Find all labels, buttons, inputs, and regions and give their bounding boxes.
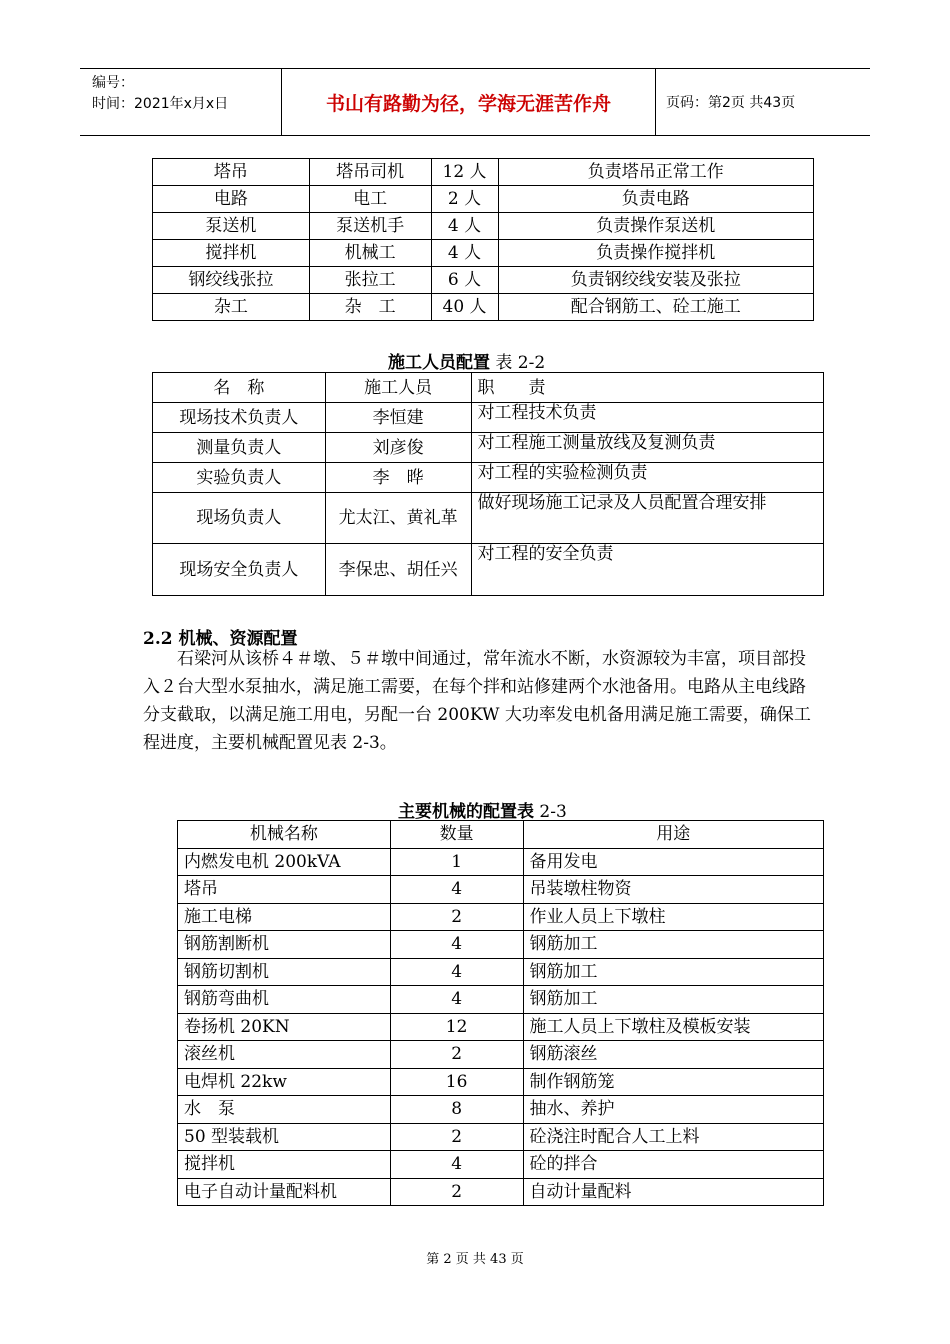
table-cell: 50 型装载机 xyxy=(178,1123,391,1151)
table-cell: 钢筋割断机 xyxy=(178,931,391,959)
table-row xyxy=(153,493,824,544)
table-cell: 4 xyxy=(390,986,523,1014)
table-cell: 4 xyxy=(390,931,523,959)
table-cell: 抽水、养护 xyxy=(523,1096,823,1124)
machinery-table xyxy=(177,820,824,1206)
table-row xyxy=(153,186,814,213)
table-cell: 机械工 xyxy=(309,240,431,267)
table-row xyxy=(178,1041,824,1069)
table-cell: 8 xyxy=(390,1096,523,1124)
table-cell: 钢筋弯曲机 xyxy=(178,986,391,1014)
table-cell: 卷扬机 20KN xyxy=(178,1013,391,1041)
table-cell: 李恒建 xyxy=(325,403,471,433)
table-cell: 负责操作搅拌机 xyxy=(498,240,814,267)
table-cell: 钢筋切割机 xyxy=(178,958,391,986)
table-cell: 电路 xyxy=(153,186,310,213)
table-header-row xyxy=(178,821,824,849)
table-cell: 2 xyxy=(390,1123,523,1151)
table-cell: 4 xyxy=(390,1151,523,1179)
table-cell: 自动计量配料 xyxy=(523,1178,823,1206)
table-row xyxy=(178,958,824,986)
table-cell: 负责塔吊正常工作 xyxy=(498,159,814,186)
table-cell: 水 泵 xyxy=(178,1096,391,1124)
table-cell: 滚丝机 xyxy=(178,1041,391,1069)
staff-config-table xyxy=(152,372,824,596)
table-header-row xyxy=(153,373,824,403)
table2-caption xyxy=(388,348,545,373)
table-cell: 对工程的安全负责 xyxy=(471,544,823,596)
table-cell: 名 称 xyxy=(153,373,326,403)
table3-caption xyxy=(398,797,567,822)
table-cell: 吊装墩柱物资 xyxy=(523,876,823,904)
table-row xyxy=(153,159,814,186)
table-cell: 对工程技术负责 xyxy=(471,403,823,433)
table-row xyxy=(153,240,814,267)
table-cell: 制作钢筋笼 xyxy=(523,1068,823,1096)
table-cell: 4 xyxy=(390,958,523,986)
table-cell: 现场安全负责人 xyxy=(153,544,326,596)
table-row xyxy=(178,1151,824,1179)
table-cell: 搅拌机 xyxy=(153,240,310,267)
table-row xyxy=(178,1123,824,1151)
section-paragraph xyxy=(143,645,811,757)
table-row xyxy=(178,848,824,876)
table-cell: 机械名称 xyxy=(178,821,391,849)
table-cell: 钢筋加工 xyxy=(523,958,823,986)
table-cell: 尤太江、黄礼革 xyxy=(325,493,471,544)
table-cell: 塔吊 xyxy=(153,159,310,186)
table-cell: 备用发电 xyxy=(523,848,823,876)
table-cell: 内燃发电机 200kVA xyxy=(178,848,391,876)
number-label: 编号： xyxy=(92,75,134,91)
table-row xyxy=(178,931,824,959)
table3-caption-number: 2-3 xyxy=(534,802,567,822)
header-motto: 书山有路勤为径，学海无涯苦作舟 xyxy=(282,69,656,135)
time-label: 时间：2021年x月x日 xyxy=(92,96,229,112)
table-cell: 电焊机 22kw xyxy=(178,1068,391,1096)
table-cell: 40 人 xyxy=(431,294,498,321)
table-cell: 12 xyxy=(390,1013,523,1041)
page-footer: 第 2 页 共 43 页 xyxy=(426,1252,524,1267)
table-cell: 张拉工 xyxy=(309,267,431,294)
table-row xyxy=(153,267,814,294)
table-cell: 刘彦俊 xyxy=(325,433,471,463)
table-cell: 钢绞线张拉 xyxy=(153,267,310,294)
table-cell: 搅拌机 xyxy=(178,1151,391,1179)
table-cell: 负责操作泵送机 xyxy=(498,213,814,240)
table-cell: 2 xyxy=(390,903,523,931)
table-cell: 2 人 xyxy=(431,186,498,213)
table-cell: 施工人员 xyxy=(325,373,471,403)
table-cell: 负责电路 xyxy=(498,186,814,213)
header-meta xyxy=(80,69,282,135)
table-cell: 4 人 xyxy=(431,213,498,240)
table-cell: 6 人 xyxy=(431,267,498,294)
table-cell: 4 人 xyxy=(431,240,498,267)
table-cell: 李 晔 xyxy=(325,463,471,493)
table-row xyxy=(178,1068,824,1096)
table-cell: 杂 工 xyxy=(309,294,431,321)
header-page-info: 页码：第2页 共43页 xyxy=(666,95,796,111)
table-cell: 2 xyxy=(390,1041,523,1069)
table-cell: 做好现场施工记录及人员配置合理安排 xyxy=(471,493,823,544)
table-cell: 负责钢绞线安装及张拉 xyxy=(498,267,814,294)
table-row xyxy=(178,1178,824,1206)
table-row xyxy=(153,213,814,240)
table-row xyxy=(153,544,824,596)
table-row xyxy=(178,1013,824,1041)
workforce-table xyxy=(152,158,814,321)
table2-caption-title: 施工人员配置 xyxy=(388,353,490,373)
paragraph-text: 石梁河从该桥４＃墩、５＃墩中间通过，常年流水不断，水资源较为丰富，项目部投入２台大型水泵抽水，满足施工需要，在每个拌和站修建两个水池备用。电路从主电线路分支截取，以满足施工用电，另配一台 200KW 大功率发电机备用满足施工需要，确保工程进度，主要机械配置见表 2-3。 xyxy=(143,649,811,753)
table-cell: 李保忠、胡任兴 xyxy=(325,544,471,596)
table-cell: 对工程施工测量放线及复测负责 xyxy=(471,433,823,463)
table3-caption-title: 主要机械的配置表 xyxy=(398,802,534,822)
table-row xyxy=(153,433,824,463)
table-cell: 钢筋加工 xyxy=(523,986,823,1014)
table-row xyxy=(178,1096,824,1124)
table-cell: 现场负责人 xyxy=(153,493,326,544)
table-cell: 对工程的实验检测负责 xyxy=(471,463,823,493)
page-header xyxy=(80,68,870,136)
table-cell: 实验负责人 xyxy=(153,463,326,493)
table-cell: 钢筋滚丝 xyxy=(523,1041,823,1069)
table-cell: 数量 xyxy=(390,821,523,849)
table-cell: 泵送机手 xyxy=(309,213,431,240)
table-cell: 施工电梯 xyxy=(178,903,391,931)
table-cell: 测量负责人 xyxy=(153,433,326,463)
section-title: 2.2 机械、资源配置 xyxy=(143,629,298,649)
table-cell: 施工人员上下墩柱及模板安装 xyxy=(523,1013,823,1041)
table-row xyxy=(178,903,824,931)
table-cell: 电子自动计量配料机 xyxy=(178,1178,391,1206)
table2-caption-number: 表 2-2 xyxy=(490,353,546,373)
table-cell: 作业人员上下墩柱 xyxy=(523,903,823,931)
table-cell: 现场技术负责人 xyxy=(153,403,326,433)
table-cell: 配合钢筋工、砼工施工 xyxy=(498,294,814,321)
table-cell: 用途 xyxy=(523,821,823,849)
table-cell: 12 人 xyxy=(431,159,498,186)
table-row xyxy=(153,463,824,493)
table-row xyxy=(153,294,814,321)
table-row xyxy=(178,986,824,1014)
table-cell: 泵送机 xyxy=(153,213,310,240)
table-cell: 2 xyxy=(390,1178,523,1206)
table-cell: 塔吊司机 xyxy=(309,159,431,186)
table-cell: 塔吊 xyxy=(178,876,391,904)
table-cell: 砼浇注时配合人工上料 xyxy=(523,1123,823,1151)
table-cell: 钢筋加工 xyxy=(523,931,823,959)
table-cell: 16 xyxy=(390,1068,523,1096)
table-cell: 职 责 xyxy=(471,373,823,403)
table-cell: 砼的拌合 xyxy=(523,1151,823,1179)
table-row xyxy=(178,876,824,904)
table-cell: 电工 xyxy=(309,186,431,213)
table-row xyxy=(153,403,824,433)
table-cell: 杂工 xyxy=(153,294,310,321)
table-cell: 1 xyxy=(390,848,523,876)
table-cell: 4 xyxy=(390,876,523,904)
